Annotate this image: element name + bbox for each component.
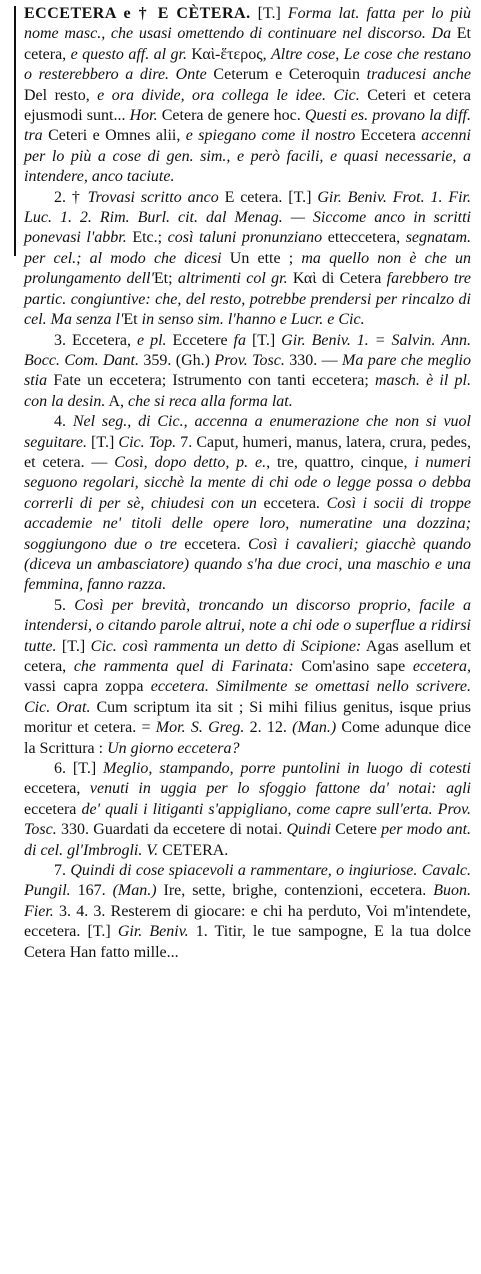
text-run: Così i cavalieri; giacchè quando (diceva un ambasciatore) quando s'ha due croci, una maschio e una femmina, fanno razza. [24,535,472,594]
text-run: Καὶ di Cetera [287,270,387,288]
text-run: ma quello non è che un prolungamento dell' [24,249,472,288]
text-run: vassi capra zoppa [24,678,151,696]
text-run: (Man.) [292,719,337,737]
text-run: e ora divide, ora collega le idee. Cic. [97,86,360,104]
text-run: Καὶ-ἕτερος, [186,45,271,63]
margin-rule [14,6,16,256]
text-run: eccetera. Similmente se omettasi nello scrivere. Cic. Orat. [24,678,472,716]
text-run: Cum scriptum ita sit ; Si mihi filius genitus, isque prius moritur et cetera. = [24,698,471,737]
text-run: traducesi anche [366,66,472,84]
text-run: Ceteri e Omnes alii, [42,127,186,145]
text-run: 330. Guardati da eccetere di notai. [56,821,287,839]
text-run: altrimenti col gr. [177,270,288,288]
text-run: accenni per lo più a cose di gen. sim., e però facili, e quasi necessarie, a intendere, anco taciute. [24,127,471,186]
text-run: 3. Eccetera, [54,331,137,349]
text-run: de' quali i litiganti s'appigliano, come capre sull'erta. Prov. Tosc. [24,800,471,839]
entry-paragraph-5 [24,596,471,759]
entry-paragraph-4 [24,412,471,596]
text-run: Ma pare che meglio stia [24,351,471,390]
text-run: fa [233,331,246,349]
text-run: Del resto, [24,86,98,104]
text-run: 330. — [284,351,343,369]
text-run: Come adunque dice la Scrittura : [24,719,471,757]
text-run: 359. (Gh.) [138,351,215,369]
entry-paragraph-7 [24,861,471,963]
text-run: che rammenta quel di Farinata: [73,658,294,675]
text-run: Così per brevità, troncando un discorso proprio, facile a intendersi, o citando parole altrui, note a chi ode o superflue a ridirsi tutte. [24,596,471,655]
text-run: Et [123,311,142,329]
text-run: 2. 12. [244,719,293,737]
entry-paragraph-3 [24,331,471,413]
headword: ECCETERA e † E CÈTERA. [24,5,251,22]
text-run: Cetera de genere hoc. [157,107,305,125]
text-run: i numeri seguono regolari, sicchè la mente di chi ode o legge possa o debba correrli di per sè, chiudesi con un [24,453,471,512]
text-run: Cic. così rammenta un detto di Scipione: [90,637,362,655]
text-run: Ire, sette, brighe, contenzioni, eccetera. [156,882,434,900]
text-run: [T.] [86,433,119,451]
text-run: [T.] [250,5,288,22]
text-run: 5. [54,596,75,614]
text-run: Gir. Beniv. [117,923,189,941]
text-run: 3. 4. 3. Resterem di giocare: e chi ha perduto, Voi m'intendete, eccetera. [T.] [24,902,471,941]
text-run: venuti in uggia per lo sfoggio fattone da' notai: agli [89,780,471,798]
text-run: Cetere [330,821,382,839]
text-run: eccetera [24,800,82,818]
text-run: Et; [153,270,178,288]
text-run: per modo ant. di cel. gl'Imbrogli. V. [24,821,472,859]
text-run: Eccetere [166,331,234,349]
text-run: Ceterum e Ceteroquin [206,66,367,84]
text-run: Forma lat. fatta per lo più nome masc., che usasi omettendo di continuare nel discorso. Da [24,5,472,43]
text-run: CETERA. [158,841,229,859]
text-run: 7. Caput, humeri, manus, latera, crura, pedes, et cetera. — [24,433,471,471]
dictionary-entry [24,4,471,963]
text-run: etteccetera, [322,229,406,247]
text-run: così taluni pronunziano [167,229,323,247]
text-run: Cic. Top. [118,433,177,451]
text-run: Un ette ; [221,249,302,267]
text-run: Un giorno eccetera? [107,739,240,757]
text-run: Quindi [286,821,331,839]
text-run: Etc.; [126,229,168,247]
text-run: Gir. Beniv. Frot. 1. Fir. Luc. 1. 2. Rim. Burl. cit. dal Menag. — Siccome anco in scritti ponevasi l'abbr. [24,188,472,247]
text-run: Gir. Beniv. 1. = Salvin. Ann. Bocc. Com. Dant. [24,331,471,369]
text-run: Mor. S. Greg. [155,719,245,737]
text-run: Trovasi scritto anco [87,188,219,206]
text-run: Hor. [129,107,158,125]
text-run: 6. [T.] [54,760,104,778]
text-run: che si reca alla forma lat. [128,392,293,410]
text-run: Com'asino sape [293,658,413,675]
text-run: Nel seg., di Cic., accenna a enumerazione che non si vuol seguitare. [24,413,472,451]
text-run: Così, dopo detto, p. e., [114,453,271,471]
text-run: eccetera, [24,780,90,798]
text-run: [T.] [245,331,282,349]
text-run: [T.] [56,637,91,655]
text-run: e questo aff. al gr. [70,45,187,63]
entry-paragraph-6 [24,759,471,861]
text-run: e pl. [137,331,167,349]
text-run: Quindi di cose spiacevoli a rammentare, o ingiuriose. Cavalc. Pungil. [24,862,472,900]
text-run: in senso sim. l'hanno e Lucr. e Cic. [141,311,365,329]
text-run: 7. [54,862,71,880]
text-run: 2. † [54,188,88,206]
text-run: E cetera. [T.] [218,188,318,206]
text-run: e spiegano come il nostro [185,127,356,145]
text-run: farebbero tre partic. congiuntive: che, del resto, potrebbe prendersi per rincalzo di cel. Ma senza l' [24,270,472,329]
text-run: Questi es. provano la diff. tra [24,107,471,145]
text-run: Meglio, stampando, porre puntolini in luogo di cotesti [103,760,472,778]
text-run: Buon. Fier. [24,882,472,920]
text-run: segnatam. per cel.; al modo che dicesi [24,229,472,267]
text-run: masch. è il pl. con la desin. [24,372,471,410]
text-run: eccetera. [176,535,248,553]
entry-paragraph-1 [24,4,471,188]
text-run: Così i socii di troppe accademie ne' titoli delle opere loro, numeratine una dozzina; soggiungono due o tre [24,494,471,553]
text-run: Agas asellum et cetera, [24,637,471,675]
entry-paragraph-2 [24,188,471,331]
text-run: Eccetera [355,127,422,145]
text-run: Altre cose, Le cose che restano o resterebbero a dire. Onte [24,45,471,84]
text-run: 167. [70,882,113,900]
text-run: 1. Titir, le tue sampogne, E la tua dolce Cetera Han fatto mille... [24,923,472,961]
text-run: Ceteri et cetera ejusmodi sunt... [24,86,471,125]
text-run: eccetera, [412,658,471,675]
text-run: eccetera. [256,494,327,512]
text-run: A, [105,392,128,410]
text-run: (Man.) [112,882,157,900]
text-run: tre, quattro, cinque, [270,453,415,471]
text-run: Et cetera, [24,25,471,63]
text-run: Prov. Tosc. [214,351,285,369]
text-run: 4. [54,413,73,431]
text-run: Fate un eccetera; Istrumento con tanti eccetera; [47,372,375,390]
